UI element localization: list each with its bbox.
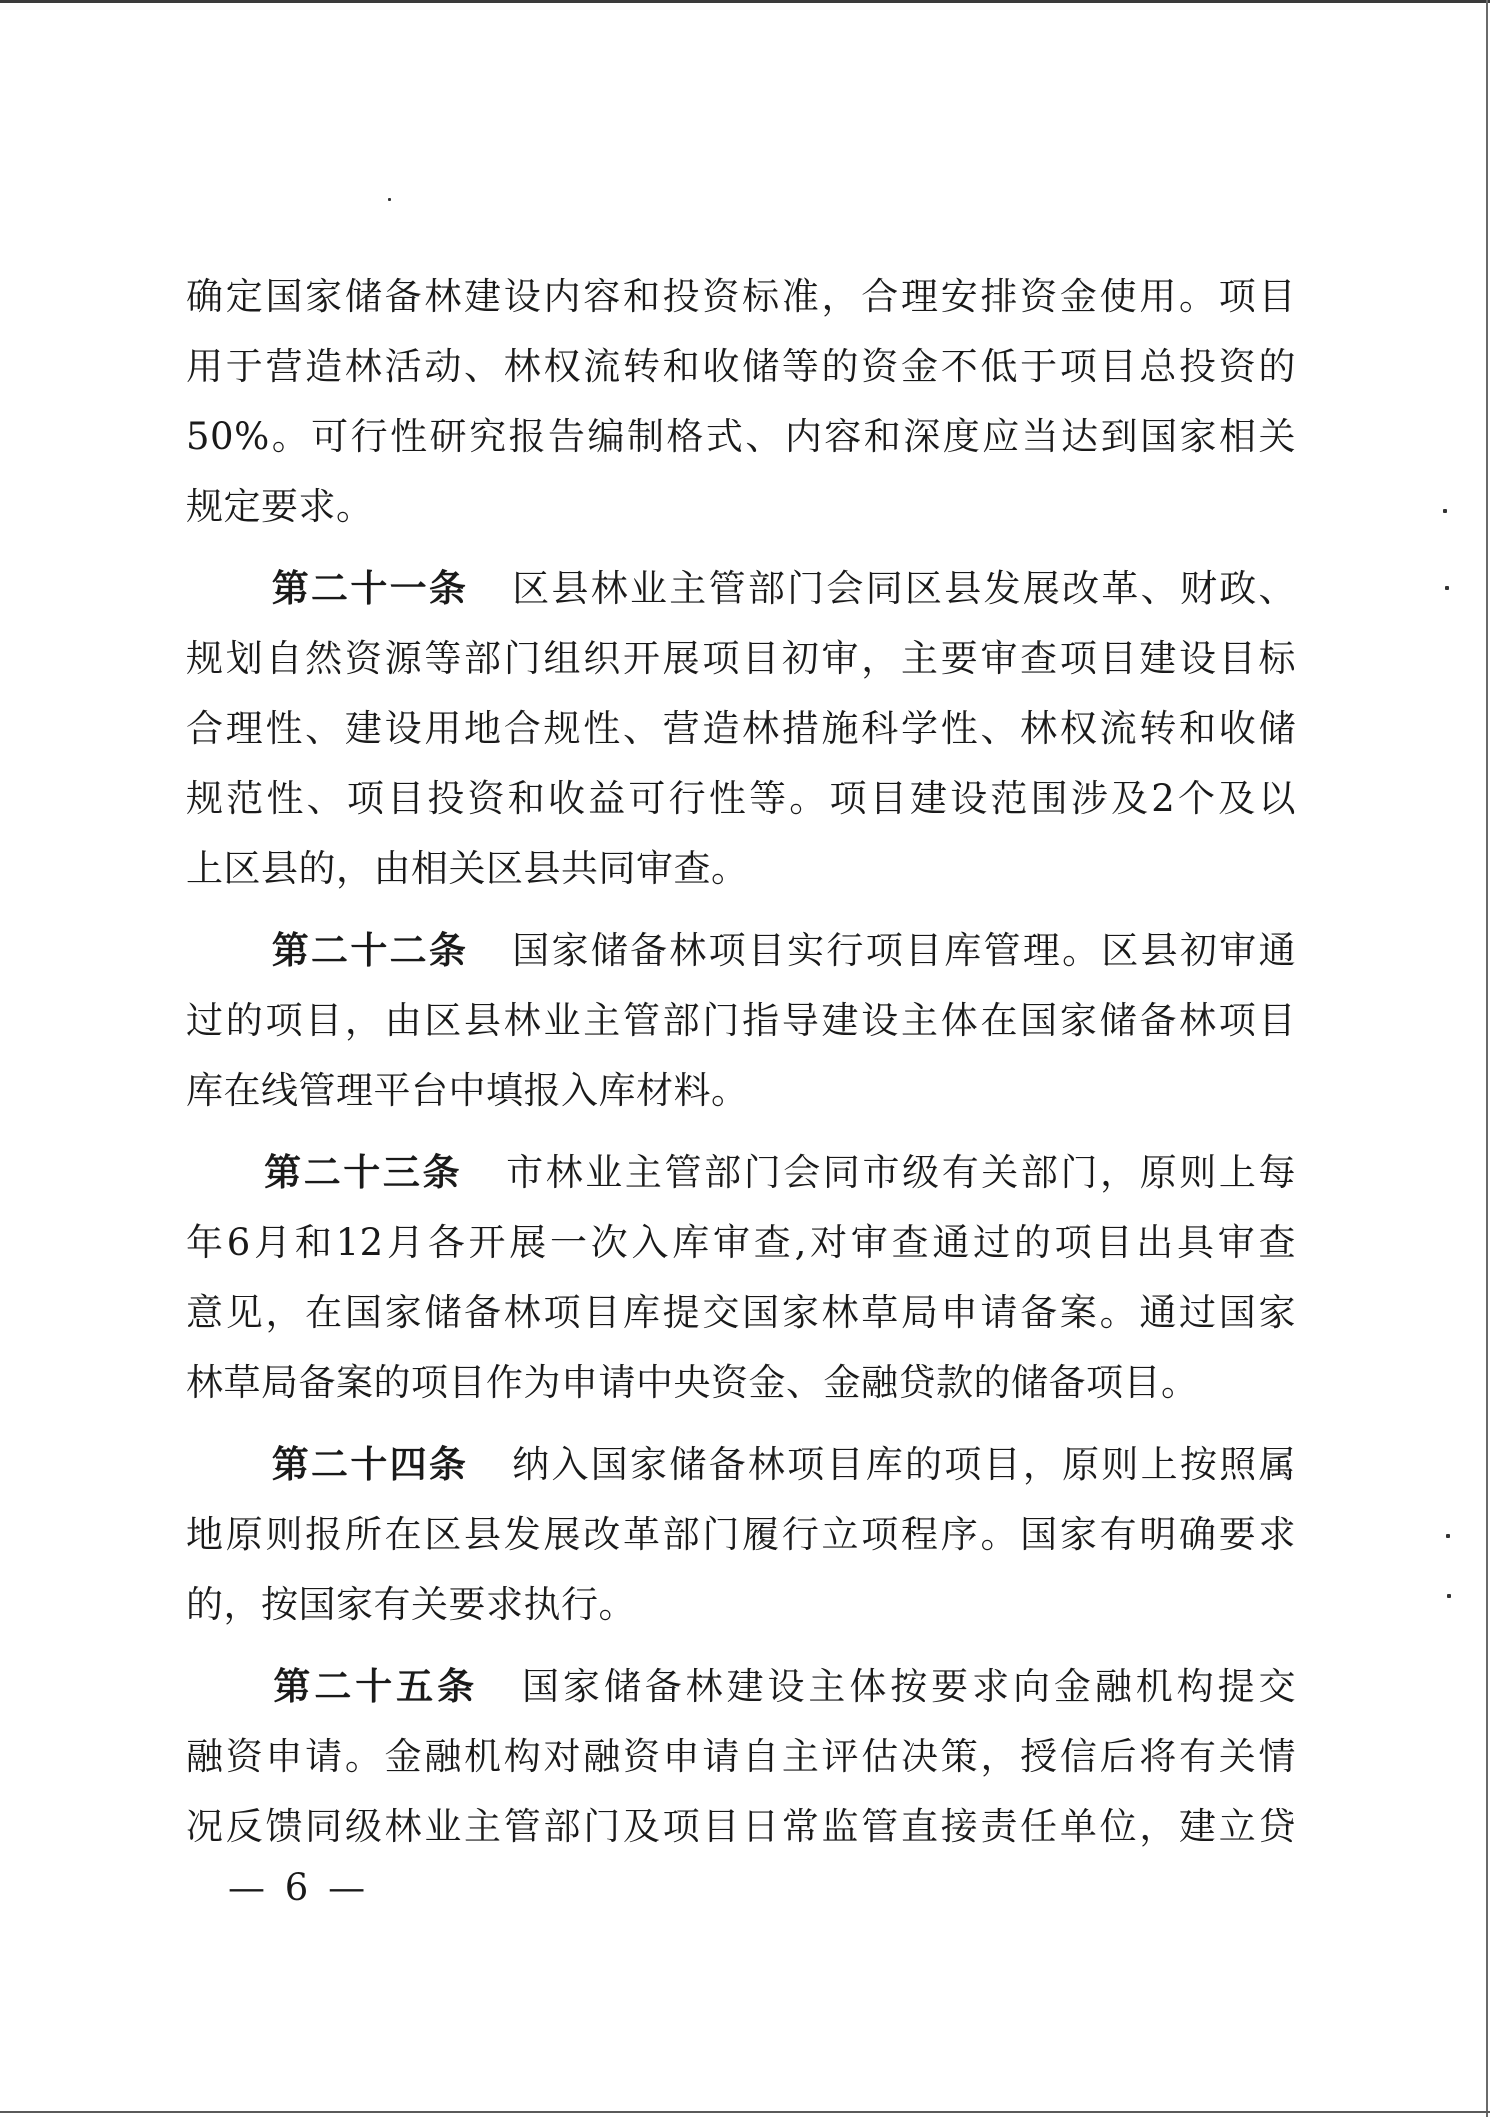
paragraph-line: 用于营造林活动、林权流转和收储等的资金不低于项目总投资的: [186, 345, 1296, 388]
article-heading: 第二十五条: [270, 1665, 478, 1708]
paragraph-line: 况反馈同级林业主管部门及项目日常监管直接责任单位，建立贷: [186, 1805, 1296, 1848]
paragraph-line: 50%。可行性研究报告编制格式、内容和深度应当达到国家相关: [186, 415, 1296, 458]
scan-edge-bottom: [0, 2111, 1490, 2113]
paragraph-line: 融资申请。金融机构对融资申请自主评估决策，授信后将有关情: [186, 1735, 1296, 1778]
article-first-line: [186, 1652, 1296, 1722]
scan-speck: [1446, 1534, 1450, 1538]
paragraph-line: 合理性、建设用地合规性、营造林措施科学性、林权流转和收储: [186, 707, 1296, 750]
paragraph-text: 国家储备林建设主体按要求向金融机构提交: [522, 1665, 1296, 1708]
scan-edge-right: [1486, 0, 1488, 2117]
scan-speck: [1443, 509, 1447, 513]
paragraph-text: 区县林业主管部门会同区县发展改革、财政、: [512, 567, 1296, 610]
article-heading: 第二十三条: [262, 1151, 463, 1194]
article-first-line: [186, 554, 1296, 624]
paragraph-line: 意见，在国家储备林项目库提交国家林草局申请备案。通过国家: [186, 1291, 1296, 1334]
paragraph-text: 市林业主管部门会同市级有关部门，原则上每: [506, 1151, 1296, 1194]
article-heading: 第二十四条: [270, 1443, 469, 1486]
article-first-line: [186, 1138, 1296, 1208]
paragraph-line: 的，按国家有关要求执行。: [186, 1583, 636, 1626]
scan-speck: [1447, 1594, 1451, 1598]
paragraph-line: 过的项目，由区县林业主管部门指导建设主体在国家储备林项目: [186, 999, 1296, 1042]
paragraph-line: 规划自然资源等部门组织开展项目初审，主要审查项目建设目标: [186, 637, 1296, 680]
paragraph-text: 纳入国家储备林项目库的项目，原则上按照属: [512, 1443, 1296, 1486]
paragraph-line: 确定国家储备林建设内容和投资标准，合理安排资金使用。项目: [186, 275, 1296, 318]
paragraph-line: 年6月和12月各开展一次入库审查,对审查通过的项目出具审查: [186, 1221, 1296, 1264]
paragraph-text: 国家储备林项目实行项目库管理。区县初审通: [512, 929, 1296, 972]
article-first-line: [186, 1430, 1296, 1500]
page-number: — 6 —: [228, 1866, 370, 1909]
paragraph-line: 林草局备案的项目作为申请中央资金、金融贷款的储备项目。: [186, 1361, 1199, 1404]
paragraph-line: 规定要求。: [186, 485, 374, 528]
scan-speck: [1445, 586, 1449, 590]
paragraph-line: 库在线管理平台中填报入库材料。: [186, 1069, 749, 1112]
paragraph-line: 地原则报所在区县发展改革部门履行立项程序。国家有明确要求: [186, 1513, 1296, 1556]
scan-speck: [388, 198, 391, 201]
document-body: [186, 262, 1296, 1862]
paragraph-line: 上区县的，由相关区县共同审查。: [186, 847, 749, 890]
article-first-line: [186, 916, 1296, 986]
paragraph-line: 规范性、项目投资和收益可行性等。项目建设范围涉及2个及以: [186, 777, 1296, 820]
article-heading: 第二十二条: [270, 929, 469, 972]
scan-edge-top: [0, 0, 1490, 3]
article-heading: 第二十一条: [270, 567, 469, 610]
